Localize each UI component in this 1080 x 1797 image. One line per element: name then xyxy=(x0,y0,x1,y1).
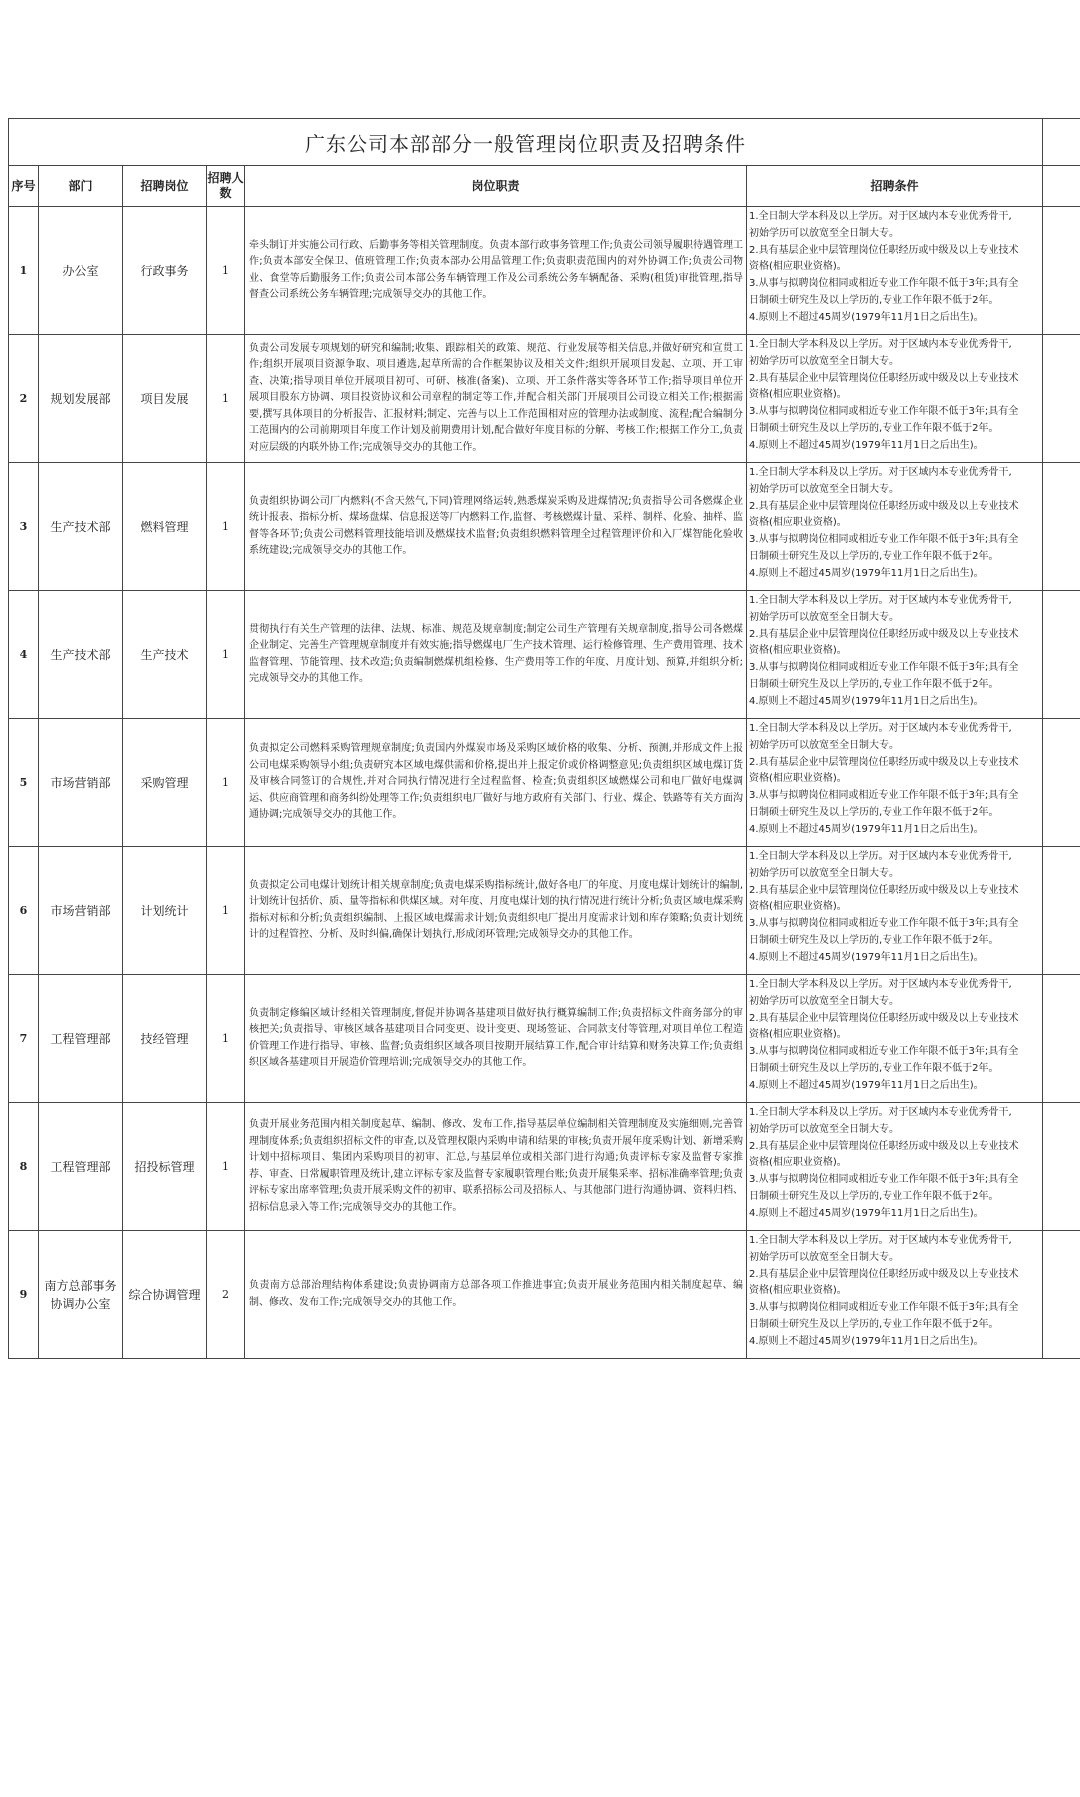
row-duty: 负责南方总部治理结构体系建设;负责协调南方总部各项工作推进事宜;负责开展业务范围内相关制度起草、编制、修改、发布工作;完成领导交办的其他工作。 xyxy=(245,1231,747,1359)
requirement-line: 日制硕士研究生及以上学历的,专业工作年限不低于2年。 xyxy=(749,678,999,690)
table-row xyxy=(9,463,1080,591)
recruitment-sheet xyxy=(8,118,1080,1359)
header-requirement: 招聘条件 xyxy=(747,166,1043,207)
requirement-line: 初始学历可以放宽至全日制大专。 xyxy=(749,739,899,751)
row-position: 招投标管理 xyxy=(123,1103,207,1231)
requirement-line: 4.原则上不超过45周岁(1979年11月1日之后出生)。 xyxy=(749,695,984,707)
requirement-line: 3.从事与拟聘岗位相同或相近专业工作年限不低于3年;具有全 xyxy=(749,1046,1019,1058)
row-number: 3 xyxy=(9,463,39,591)
table-row xyxy=(9,719,1080,847)
requirement-line: 日制硕士研究生及以上学历的,专业工作年限不低于2年。 xyxy=(749,806,999,818)
requirement-line: 4.原则上不超过45周岁(1979年11月1日之后出生)。 xyxy=(749,1079,984,1091)
row-duty: 牵头制订并实施公司行政、后勤事务等相关管理制度。负责本部行政事务管理工作;负责公司领导履职待遇管理工作;负责本部安全保卫、值班管理工作;负责本部办公用品管理工作;负责职责范围内的对外协调工作;负责公司物业、食堂等后勤服务工作;负责公司本部公务车辆管理工作及公司系统公务车辆配备、采购(租赁)审批管理,指导督查公司系统公务车辆管理;完成领导交办的其他工作。 xyxy=(245,207,747,335)
requirement-line: 日制硕士研究生及以上学历的,专业工作年限不低于2年。 xyxy=(749,1190,999,1202)
row-number: 4 xyxy=(9,591,39,719)
row-count: 2 xyxy=(207,1231,245,1359)
requirement-line: 资格(相应职业资格)。 xyxy=(749,645,847,657)
requirement-line: 日制硕士研究生及以上学历的,专业工作年限不低于2年。 xyxy=(749,422,999,434)
row-number: 9 xyxy=(9,1231,39,1359)
recruitment-table xyxy=(8,118,1080,1359)
row-position: 燃料管理 xyxy=(123,463,207,591)
requirement-line: 4.原则上不超过45周岁(1979年11月1日之后出生)。 xyxy=(749,439,984,451)
requirement-line: 资格(相应职业资格)。 xyxy=(749,1285,847,1297)
requirement-line: 1.全日制大学本科及以上学历。对于区域内本专业优秀骨干, xyxy=(749,467,1012,478)
requirement-line: 4.原则上不超过45周岁(1979年11月1日之后出生)。 xyxy=(749,311,984,323)
requirement-line: 资格(相应职业资格)。 xyxy=(749,261,847,273)
row-count: 1 xyxy=(207,335,245,463)
row-duty: 负责组织协调公司厂内燃料(不含天然气,下同)管理网络运转,熟悉煤炭采购及进煤情况;负责指导公司各燃煤企业统计报表、指标分析、煤场盘煤、信息报送等厂内燃料工作,监督、考核燃煤计量、采样、制样、化验、抽样、监督等各环节;负责公司燃料管理技能培训及燃煤技术监督;负责组织燃料管理全过程管理评价和入厂煤智能化验收系统建设;完成领导交办的其他工作。 xyxy=(245,463,747,591)
requirement-line: 1.全日制大学本科及以上学历。对于区域内本专业优秀骨干, xyxy=(749,979,1012,990)
requirement-line: 1.全日制大学本科及以上学历。对于区域内本专业优秀骨干, xyxy=(749,1107,1012,1118)
requirement-line: 初始学历可以放宽至全日制大专。 xyxy=(749,483,899,495)
row-department: 生产技术部 xyxy=(39,463,123,591)
requirement-line: 日制硕士研究生及以上学历的,专业工作年限不低于2年。 xyxy=(749,550,999,562)
header-position: 招聘岗位 xyxy=(123,166,207,207)
row-position: 项目发展 xyxy=(123,335,207,463)
row-duty: 负责制定修编区域计经相关管理制度,督促并协调各基建项目做好执行概算编制工作;负责招标文件商务部分的审核把关;负责指导、审核区域各基建项目合同变更、设计变更、现场签证、合同款支付等管理,对项目单位工程造价管理工作进行指导、审核、监督;负责组织区域各项目按期开展结算工作,配合审计结算和财务决算工作;负责组织区域各基建项目开展造价管理培训;完成领导交办的其他工作。 xyxy=(245,975,747,1103)
row-requirements xyxy=(747,591,1043,719)
requirement-line: 资格(相应职业资格)。 xyxy=(749,901,847,913)
requirement-line: 3.从事与拟聘岗位相同或相近专业工作年限不低于3年;具有全 xyxy=(749,278,1019,290)
requirement-line: 2.具有基层企业中层管理岗位任职经历或中级及以上专业技术 xyxy=(749,884,1019,896)
row-count: 1 xyxy=(207,207,245,335)
row-position: 采购管理 xyxy=(123,719,207,847)
requirement-line: 日制硕士研究生及以上学历的,专业工作年限不低于2年。 xyxy=(749,1318,999,1330)
trailing-cell xyxy=(1043,166,1080,207)
requirement-line: 2.具有基层企业中层管理岗位任职经历或中级及以上专业技术 xyxy=(749,1268,1019,1280)
row-duty: 负责拟定公司电煤计划统计相关规章制度;负责电煤采购指标统计,做好各电厂的年度、月度电煤计划统计的编制,计划统计包括价、质、量等指标和供煤区域。对年度、月度电煤计划的执行情况进行统计分析;负责区域电煤采购指标对标和分析;负责组织编制、上报区域电煤需求计划;负责组织电厂提出月度需求计划和库存策略;负责计划统计的过程管控、分析、及时纠偏,确保计划执行,形成闭环管理;完成领导交办的其他工作。 xyxy=(245,847,747,975)
requirement-line: 3.从事与拟聘岗位相同或相近专业工作年限不低于3年;具有全 xyxy=(749,1174,1019,1186)
trailing-cell xyxy=(1043,1231,1080,1359)
row-requirements xyxy=(747,1231,1043,1359)
table-row xyxy=(9,335,1080,463)
header-no: 序号 xyxy=(9,166,39,207)
requirement-line: 日制硕士研究生及以上学历的,专业工作年限不低于2年。 xyxy=(749,294,999,306)
header-row xyxy=(9,166,1080,207)
row-department: 南方总部事务协调办公室 xyxy=(39,1231,123,1359)
row-requirements xyxy=(747,1103,1043,1231)
requirement-line: 1.全日制大学本科及以上学历。对于区域内本专业优秀骨干, xyxy=(749,851,1012,862)
requirement-line: 3.从事与拟聘岗位相同或相近专业工作年限不低于3年;具有全 xyxy=(749,534,1019,546)
requirement-line: 2.具有基层企业中层管理岗位任职经历或中级及以上专业技术 xyxy=(749,500,1019,512)
requirement-line: 资格(相应职业资格)。 xyxy=(749,773,847,785)
row-duty: 负责公司发展专项规划的研究和编制;收集、跟踪相关的政策、规范、行业发展等相关信息,并做好研究和宣贯工作;组织开展项目资源争取、项目遴选,起草所需的合作框架协议及相关文件;组织开展项目发起、立项、开工审查、决策;指导项目单位开展项目初可、可研、核准(备案)、立项、开工条件落实等各环节工作;指导项目单位开展项目股东方协调、项目投资协议和公司章程的制定等工作,并配合相关部门开展项目公司设立相关工作;根据需要,撰写具体项目的分析报告、汇报材料;制定、完善与以上工作范围相对应的管理办法或制度、流程;配合编制分工范围内的公司前期项目年度工作计划及前期费用计划,配合做好年度目标的分解、考核工作;根据工作分工,负责对应层级的内联外协工作;完成领导交办的其他工作。 xyxy=(245,335,747,463)
row-position: 综合协调管理 xyxy=(123,1231,207,1359)
requirement-line: 1.全日制大学本科及以上学历。对于区域内本专业优秀骨干, xyxy=(749,595,1012,606)
row-duty: 贯彻执行有关生产管理的法律、法规、标准、规范及规章制度;制定公司生产管理有关规章制度,指导公司各燃煤企业制定、完善生产管理规章制度并有效实施;指导燃煤电厂生产技术管理、运行检修管理、生产费用管理、技术监督管理、节能管理、技术改造;负责编制燃煤机组检修、生产费用等工作的年度、月度计划、预算,并组织分析;完成领导交办的其他工作。 xyxy=(245,591,747,719)
row-count: 1 xyxy=(207,591,245,719)
table-row xyxy=(9,591,1080,719)
trailing-cell xyxy=(1043,847,1080,975)
requirement-line: 初始学历可以放宽至全日制大专。 xyxy=(749,355,899,367)
table-row xyxy=(9,1231,1080,1359)
requirement-line: 2.具有基层企业中层管理岗位任职经历或中级及以上专业技术 xyxy=(749,244,1019,256)
requirement-line: 2.具有基层企业中层管理岗位任职经历或中级及以上专业技术 xyxy=(749,372,1019,384)
row-requirements xyxy=(747,207,1043,335)
row-count: 1 xyxy=(207,1103,245,1231)
trailing-cell xyxy=(1043,719,1080,847)
requirement-line: 初始学历可以放宽至全日制大专。 xyxy=(749,227,899,239)
requirement-line: 资格(相应职业资格)。 xyxy=(749,389,847,401)
requirement-line: 资格(相应职业资格)。 xyxy=(749,517,847,529)
table-row xyxy=(9,207,1080,335)
row-department: 规划发展部 xyxy=(39,335,123,463)
requirement-line: 2.具有基层企业中层管理岗位任职经历或中级及以上专业技术 xyxy=(749,1140,1019,1152)
requirement-line: 4.原则上不超过45周岁(1979年11月1日之后出生)。 xyxy=(749,823,984,835)
requirement-line: 2.具有基层企业中层管理岗位任职经历或中级及以上专业技术 xyxy=(749,1012,1019,1024)
row-number: 2 xyxy=(9,335,39,463)
page-title: 广东公司本部部分一般管理岗位职责及招聘条件 xyxy=(9,119,1043,166)
requirement-line: 4.原则上不超过45周岁(1979年11月1日之后出生)。 xyxy=(749,1335,984,1347)
table-row xyxy=(9,847,1080,975)
requirement-line: 初始学历可以放宽至全日制大专。 xyxy=(749,867,899,879)
trailing-cell xyxy=(1043,975,1080,1103)
row-count: 1 xyxy=(207,975,245,1103)
requirement-line: 3.从事与拟聘岗位相同或相近专业工作年限不低于3年;具有全 xyxy=(749,1302,1019,1314)
row-position: 生产技术 xyxy=(123,591,207,719)
trailing-cell xyxy=(1043,207,1080,335)
row-requirements xyxy=(747,975,1043,1103)
row-number: 1 xyxy=(9,207,39,335)
requirement-line: 资格(相应职业资格)。 xyxy=(749,1029,847,1041)
header-duty: 岗位职责 xyxy=(245,166,747,207)
row-duty: 负责开展业务范围内相关制度起草、编制、修改、发布工作,指导基层单位编制相关管理制度及实施细则,完善管理制度体系;负责组织招标文件的审查,以及管理权限内采购申请和结果的审核;负责开展年度采购计划、新增采购计划中招标项目、集团内采购项目的初审、汇总,与基层单位或相关部门进行沟通;负责评标专家及监督专家推荐、审查、日常履职管理及统计,建立评标专家及监督专家履职管理台账;负责开展集采率、招标准确率管理;负责评标专家出席率管理;负责开展采购文件的初审、联系招标公司及招标人、与其他部门进行沟通协调、资料归档、招标信息录入等工作;完成领导交办的其他工作。 xyxy=(245,1103,747,1231)
requirement-line: 3.从事与拟聘岗位相同或相近专业工作年限不低于3年;具有全 xyxy=(749,662,1019,674)
row-number: 6 xyxy=(9,847,39,975)
row-count: 1 xyxy=(207,847,245,975)
row-number: 8 xyxy=(9,1103,39,1231)
requirement-line: 1.全日制大学本科及以上学历。对于区域内本专业优秀骨干, xyxy=(749,211,1012,222)
row-requirements xyxy=(747,847,1043,975)
requirement-line: 4.原则上不超过45周岁(1979年11月1日之后出生)。 xyxy=(749,951,984,963)
trailing-cell xyxy=(1043,1103,1080,1231)
trailing-cell xyxy=(1043,463,1080,591)
table-row xyxy=(9,975,1080,1103)
row-requirements xyxy=(747,335,1043,463)
requirement-line: 1.全日制大学本科及以上学历。对于区域内本专业优秀骨干, xyxy=(749,723,1012,734)
trailing-cell xyxy=(1043,591,1080,719)
requirement-line: 4.原则上不超过45周岁(1979年11月1日之后出生)。 xyxy=(749,1207,984,1219)
row-department: 办公室 xyxy=(39,207,123,335)
requirement-line: 初始学历可以放宽至全日制大专。 xyxy=(749,611,899,623)
title-row xyxy=(9,119,1080,166)
requirement-line: 初始学历可以放宽至全日制大专。 xyxy=(749,1123,899,1135)
trailing-cell xyxy=(1043,119,1080,166)
header-count: 招聘人数 xyxy=(207,166,245,207)
table-row xyxy=(9,1103,1080,1231)
row-requirements xyxy=(747,719,1043,847)
row-count: 1 xyxy=(207,463,245,591)
requirement-line: 2.具有基层企业中层管理岗位任职经历或中级及以上专业技术 xyxy=(749,756,1019,768)
row-count: 1 xyxy=(207,719,245,847)
row-position: 行政事务 xyxy=(123,207,207,335)
requirement-line: 1.全日制大学本科及以上学历。对于区域内本专业优秀骨干, xyxy=(749,339,1012,350)
row-position: 计划统计 xyxy=(123,847,207,975)
row-number: 5 xyxy=(9,719,39,847)
row-department: 市场营销部 xyxy=(39,847,123,975)
row-position: 技经管理 xyxy=(123,975,207,1103)
row-department: 工程管理部 xyxy=(39,975,123,1103)
requirement-line: 3.从事与拟聘岗位相同或相近专业工作年限不低于3年;具有全 xyxy=(749,406,1019,418)
row-number: 7 xyxy=(9,975,39,1103)
requirement-line: 初始学历可以放宽至全日制大专。 xyxy=(749,1251,899,1263)
row-department: 生产技术部 xyxy=(39,591,123,719)
row-requirements xyxy=(747,463,1043,591)
requirement-line: 资格(相应职业资格)。 xyxy=(749,1157,847,1169)
requirement-line: 日制硕士研究生及以上学历的,专业工作年限不低于2年。 xyxy=(749,1062,999,1074)
requirement-line: 3.从事与拟聘岗位相同或相近专业工作年限不低于3年;具有全 xyxy=(749,918,1019,930)
requirement-line: 3.从事与拟聘岗位相同或相近专业工作年限不低于3年;具有全 xyxy=(749,790,1019,802)
row-department: 市场营销部 xyxy=(39,719,123,847)
row-department: 工程管理部 xyxy=(39,1103,123,1231)
table-body xyxy=(9,207,1080,1359)
header-dept: 部门 xyxy=(39,166,123,207)
trailing-cell xyxy=(1043,335,1080,463)
requirement-line: 初始学历可以放宽至全日制大专。 xyxy=(749,995,899,1007)
row-duty: 负责拟定公司燃料采购管理规章制度;负责国内外煤炭市场及采购区域价格的收集、分析、预测,并形成文件上报公司电煤采购领导小组;负责研究本区域电煤供需和价格,提出并上报定价或价格调整意见;负责组织区域电煤订货及审核合同签订的合规性,并对合同执行情况进行全过程监督、检查;负责组织区域燃煤公司和电厂做好电煤调运、供应商管理和商务纠纷处理等工作;负责组织电厂做好与地方政府有关部门、行业、煤企、铁路等有关方面沟通协调;完成领导交办的其他工作。 xyxy=(245,719,747,847)
requirement-line: 1.全日制大学本科及以上学历。对于区域内本专业优秀骨干, xyxy=(749,1235,1012,1246)
requirement-line: 4.原则上不超过45周岁(1979年11月1日之后出生)。 xyxy=(749,567,984,579)
requirement-line: 日制硕士研究生及以上学历的,专业工作年限不低于2年。 xyxy=(749,934,999,946)
requirement-line: 2.具有基层企业中层管理岗位任职经历或中级及以上专业技术 xyxy=(749,628,1019,640)
